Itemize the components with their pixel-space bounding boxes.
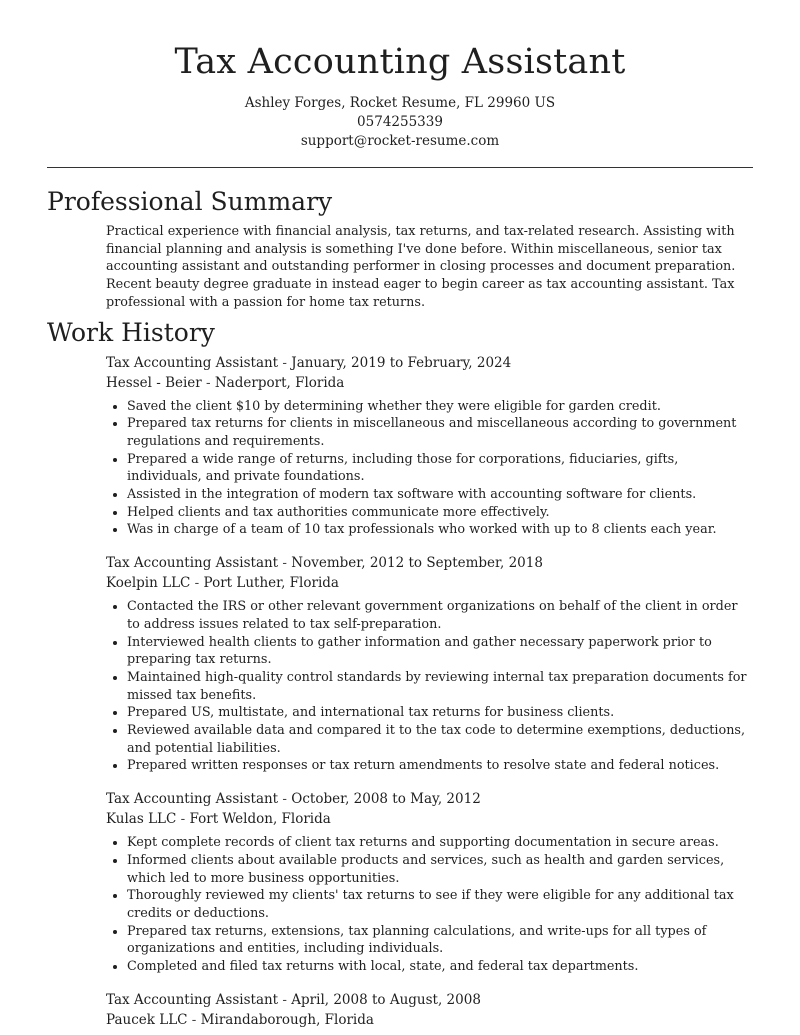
work-history-list [47,353,753,1030]
job-entry [106,789,753,976]
job-bullet: • Prepared tax returns, extensions, tax planning calculations, and write-ups for all types of organizations and entities, including individuals. [127,923,753,958]
separator: - [201,374,215,391]
contact-email[interactable]: support@rocket-resume.com [300,133,500,149]
job-bullet: • Kept complete records of client tax returns and supporting documentation in secure areas. [127,834,753,852]
job-role: Tax Accounting Assistant [106,991,279,1008]
job-bullet: • Saved the client $10 by determining whether they were eligible for garden credit. [127,398,753,416]
job-dates: January, 2019 to February, 2024 [291,354,512,371]
job-company-line [106,809,753,829]
job-title-line [106,789,753,809]
job-bullet: • Prepared tax returns for clients in miscellaneous and miscellaneous according to government regulations and requirements. [127,415,753,450]
separator: - [190,575,204,592]
job-bullet: • Contacted the IRS or other relevant government organizations on behalf of the client in order to address issues related to tax self-preparation. [127,598,753,633]
separator: - [187,1011,201,1028]
resume-name: Tax Accounting Assistant [174,42,626,82]
job-company-line [106,573,753,593]
job-entry [106,990,753,1030]
job-location: Mirandaborough, Florida [200,1011,374,1028]
job-location: Naderport, Florida [214,374,345,391]
job-title-line [106,353,753,373]
job-bullet: • Prepared a wide range of returns, including those for corporations, fiduciaries, gifts, individuals, and private foundations. [127,451,753,486]
job-company: Kulas LLC [106,811,177,828]
job-bullets [106,398,753,540]
job-title-line [106,553,753,573]
contact-address: Ashley Forges, Rocket Resume, FL 29960 US [244,95,556,111]
job-bullet: • Informed clients about available products and services, such as health and garden services, which led to more business opportunities. [127,852,753,887]
separator: - [278,555,292,572]
job-location: Fort Weldon, Florida [189,811,331,828]
separator: - [176,811,190,828]
separator: - [278,791,292,808]
job-role: Tax Accounting Assistant [106,354,279,371]
job-bullet: • Prepared written responses or tax return amendments to resolve state and federal notices. [127,757,753,775]
contact-block [47,94,753,151]
resume-page [47,0,753,1030]
job-bullet: • Reviewed available data and compared it to the tax code to determine exemptions, deductions, and potential liabilities. [127,722,753,757]
header-divider [47,167,753,168]
work-history-heading: Work History [47,317,215,347]
job-bullet: • Prepared US, multistate, and international tax returns for business clients. [127,704,753,722]
job-bullet: • Completed and filed tax returns with local, state, and federal tax departments. [127,958,753,976]
job-entry [106,553,753,775]
job-bullet: • Was in charge of a team of 10 tax professionals who worked with up to 8 clients each year. [127,521,753,539]
job-role: Tax Accounting Assistant [106,791,279,808]
job-role: Tax Accounting Assistant [106,555,279,572]
job-company: Hessel - Beier [106,374,202,391]
job-dates: October, 2008 to May, 2012 [291,791,481,808]
job-entry [106,353,753,540]
job-company: Paucek LLC [106,1011,188,1028]
separator: - [278,991,292,1008]
contact-phone: 0574255339 [357,114,443,130]
job-bullet: • Interviewed health clients to gather information and gather necessary paperwork prior to preparing tax returns. [127,634,753,669]
job-bullets [106,598,753,775]
job-bullet: • Thoroughly reviewed my clients' tax returns to see if they were eligible for any additional tax credits or deductions. [127,887,753,922]
summary-text: Practical experience with financial analysis, tax returns, and tax-related research. Assisting with financial planning and analysis is something I've done before. Within miscellaneous, senior tax accounting assistant and outstanding performer in closing processes and document preparation. Recent beauty degree graduate in instead eager to begin career as tax accounting assistant. Tax professional with a passion for home tax returns. [106,224,736,310]
job-company-line [106,373,753,393]
summary-heading: Professional Summary [47,187,333,216]
job-bullet: • Assisted in the integration of modern tax software with accounting software for clients. [127,486,753,504]
job-dates: November, 2012 to September, 2018 [291,555,543,572]
job-title-line [106,990,753,1010]
job-dates: April, 2008 to August, 2008 [291,991,481,1008]
job-bullet: • Helped clients and tax authorities communicate more effectively. [127,504,753,522]
job-bullet: • Maintained high-quality control standards by reviewing internal tax preparation documents for missed tax benefits. [127,669,753,704]
job-bullets [106,834,753,976]
job-company: Koelpin LLC [106,575,191,592]
job-location: Port Luther, Florida [203,575,339,592]
separator: - [278,354,292,371]
job-company-line [106,1010,753,1030]
